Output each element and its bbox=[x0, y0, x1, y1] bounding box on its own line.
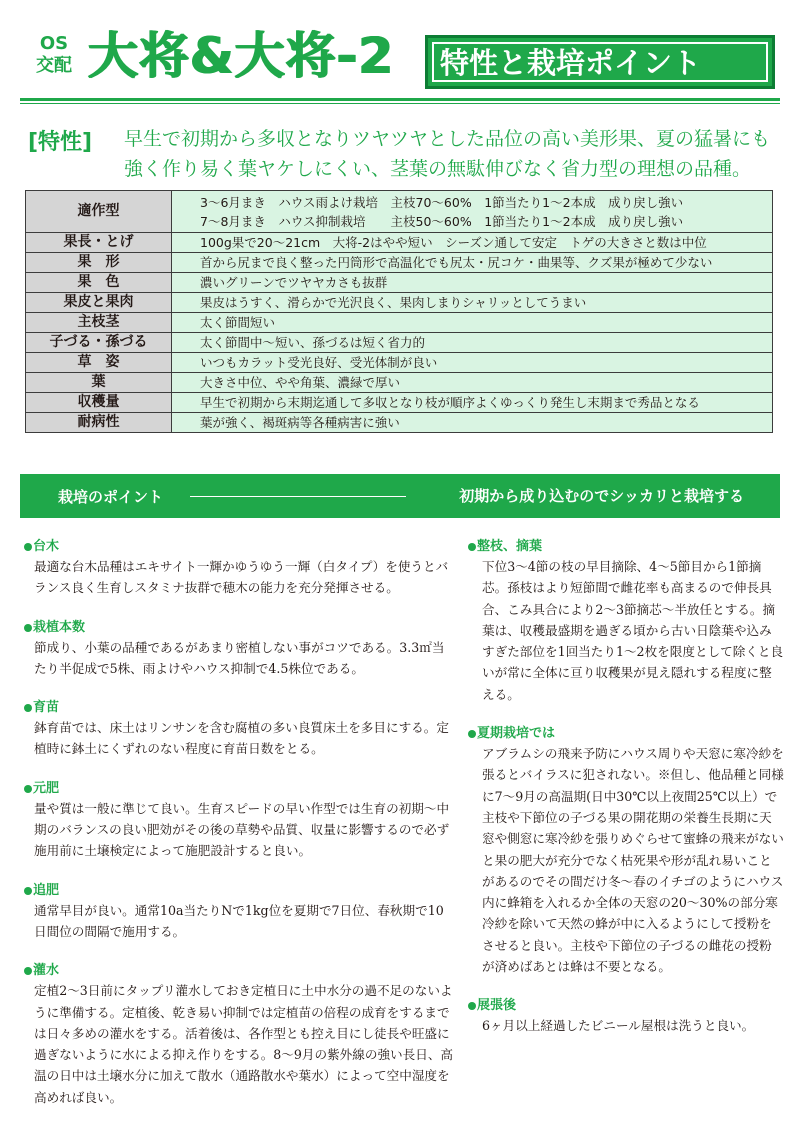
section-title: 灌水 bbox=[33, 963, 60, 979]
table-row bbox=[26, 413, 773, 433]
row-value: 葉が強く、褐斑病等各種病害に強い bbox=[172, 413, 773, 433]
table-row bbox=[26, 393, 773, 413]
characteristics-text: 早生で初期から多収となりツヤツヤとした品位の高い美形果、夏の猛暑にも強く作り易く葉ヤケしにくい、茎葉の無駄伸びなく省力型の理想の品種。 bbox=[124, 128, 771, 180]
section-summer-cultivation bbox=[468, 725, 784, 977]
banner-divider bbox=[190, 496, 406, 497]
section-title: 栽植本数 bbox=[33, 619, 86, 635]
section-after-covering bbox=[468, 997, 784, 1036]
bullet-icon bbox=[24, 967, 32, 975]
series-code: OS bbox=[39, 33, 69, 54]
row-label: 果 形 bbox=[26, 253, 172, 273]
spec-table bbox=[25, 190, 773, 433]
section-title: 台木 bbox=[33, 539, 60, 554]
row-value-line: 7〜8月まき ハウス抑制栽培 主枝50〜60% 1節当たり1〜2本成 成り戻し強い bbox=[200, 213, 684, 229]
row-value: 太く節間短い bbox=[172, 313, 773, 333]
section-title: 元肥 bbox=[33, 780, 60, 796]
table-row bbox=[26, 233, 773, 253]
left-column bbox=[24, 538, 454, 1128]
row-value: 早生で初期から末期迄通して多収となり枝が順序よくゆっくり発生し末期まで秀品となる bbox=[172, 393, 773, 413]
table-row bbox=[26, 313, 773, 333]
section-body: 鉢育苗では、床土はリンサンを含む腐植の多い良質床土を多目にする。定植時に鉢土にくずれのない程度に育苗日数をとる。 bbox=[34, 720, 449, 757]
row-label: 収穫量 bbox=[26, 393, 172, 413]
points-banner bbox=[20, 474, 780, 518]
header-rule bbox=[20, 98, 780, 101]
section-body: 下位3〜4節の枝の早目摘除、4〜5節目から1節摘芯。孫枝はより短節間で雌花率も高まるので伸長具合、こみ具合により2〜3節摘芯〜半放任とする。摘葉は、収穫最盛期を過ぎる頃から古い日陰葉や込みすぎた部位を1回当たり1〜2枚を限度として除くと良いが常に全体に亘り収穫果が見え隠れする程度に整える。 bbox=[482, 559, 784, 702]
row-value: 果皮はうすく、滑らかで光沢良く、果肉しまりシャリッとしてうまい bbox=[172, 293, 773, 313]
row-value: 首から尻まで良く整った円筒形で高温化でも尻太・尻コケ・曲果等、クズ果が極めて少ない bbox=[172, 253, 773, 273]
section-seedling bbox=[24, 699, 454, 760]
series-type: 交配 bbox=[36, 55, 72, 76]
row-value bbox=[172, 191, 773, 233]
bullet-icon bbox=[24, 785, 32, 793]
section-title: 追肥 bbox=[33, 882, 60, 898]
bullet-icon bbox=[24, 624, 32, 632]
row-label: 果 色 bbox=[26, 273, 172, 293]
row-value-line: 3〜6月まき ハウス雨よけ栽培 主枝70〜60% 1節当たり1〜2本成 成り戻し強い bbox=[200, 194, 684, 210]
header-rule-thin bbox=[20, 103, 780, 104]
section-body: 量や質は一般に準じて良い。生育スピードの早い作型では生育の初期〜中期のバランスの良い肥効がその後の草勢や品質、収量に影響するので必ず施用前に土壌検定によって施肥設計すると良い。 bbox=[34, 800, 450, 859]
row-label: 果長・とげ bbox=[26, 233, 172, 253]
bullet-icon bbox=[468, 1002, 476, 1010]
section-body: 通常早目が良い。通常10a当たりNで1kg位を夏期で7日位、春秋期で10日間位の間隔で施用する。 bbox=[34, 902, 444, 939]
row-value: 太く節間中〜短い、孫づるは短く省力的 bbox=[172, 333, 773, 353]
table-row bbox=[26, 253, 773, 273]
row-value: 濃いグリーンでツヤヤカさも抜群 bbox=[172, 273, 773, 293]
product-title: 大将&大将-2 bbox=[88, 27, 395, 85]
row-label: 適作型 bbox=[26, 191, 172, 233]
table-row bbox=[26, 273, 773, 293]
row-label: 葉 bbox=[26, 373, 172, 393]
row-value: いつもカラット受光良好、受光体制が良い bbox=[172, 353, 773, 373]
section-topdressing bbox=[24, 882, 454, 943]
series-badge bbox=[26, 33, 82, 77]
row-value: 100g果で20〜21cm 大将-2はやや短い シーズン通して安定 トゲの大きさと数は中位 bbox=[172, 233, 773, 253]
table-row bbox=[26, 353, 773, 373]
section-rootstock bbox=[24, 538, 454, 599]
bullet-icon bbox=[468, 543, 476, 551]
section-body: アブラムシの飛来予防にハウス周りや天窓に寒冷紗を張るとバイラスに犯されない。※但し、他品種と同様に7〜9月の高温期(日中30℃以上夜間25℃以上）で主枝や下節位の子づる果の開花期の栄養生長期に天窓や側窓に寒冷紗を張りめぐらせて蜜蜂の飛来がないと果の肥大が充分でなく枯死果や形が乱れ易いことがあるのでその間だけ冬〜春のイチゴのようにハウス内に蜂箱を入れるか全体の天窓の20〜30%の部分寒冷紗を除いて天然の蜂が中に入るようにして授粉をさせると良い。主枝や下節位の子づるの雌花の授粉が済めばあとは蜂は不要となる。 bbox=[482, 746, 784, 975]
subtitle-box bbox=[425, 35, 775, 89]
row-label: 果皮と果肉 bbox=[26, 293, 172, 313]
table-row bbox=[26, 191, 773, 233]
row-label: 草 姿 bbox=[26, 353, 172, 373]
bullet-icon bbox=[24, 704, 32, 712]
section-title: 展張後 bbox=[477, 998, 517, 1014]
table-row bbox=[26, 293, 773, 313]
row-value: 大きさ中位、やや角葉、濃緑で厚い bbox=[172, 373, 773, 393]
bullet-icon bbox=[468, 730, 476, 738]
bullet-icon bbox=[24, 887, 32, 895]
subtitle: 特性と栽培ポイント bbox=[432, 42, 768, 82]
section-irrigation bbox=[24, 962, 454, 1108]
section-planting bbox=[24, 619, 454, 680]
row-label: 子づる・孫づる bbox=[26, 333, 172, 353]
section-base-fertilizer bbox=[24, 780, 454, 862]
points-banner-title: 栽培のポイント bbox=[58, 488, 164, 506]
row-label: 主枝茎 bbox=[26, 313, 172, 333]
row-label: 耐病性 bbox=[26, 413, 172, 433]
section-pruning bbox=[468, 538, 784, 705]
section-body: 節成り、小葉の品種であるがあまり密植しない事がコツである。3.3㎡当たり半促成で5株、雨よけやハウス抑制で4.5株位である。 bbox=[34, 639, 445, 676]
characteristics-label: [特性] bbox=[28, 130, 93, 155]
section-title: 夏期栽培では bbox=[477, 726, 556, 742]
bullet-icon bbox=[24, 543, 32, 551]
table-row bbox=[26, 333, 773, 353]
section-body: 最適な台木品種はエキサイト一輝かゆうゆう一輝（白タイプ）を使うとバランス良く生育しスタミナ抜群で穂木の能力を充分発揮させる。 bbox=[34, 559, 449, 596]
section-body: 6ヶ月以上経過したビニール屋根は洗うと良い。 bbox=[482, 1018, 755, 1034]
section-title: 育苗 bbox=[33, 700, 60, 716]
table-row bbox=[26, 373, 773, 393]
right-column bbox=[468, 538, 784, 1057]
section-title: 整枝、摘葉 bbox=[477, 539, 543, 554]
points-banner-slogan: 初期から成り込むのでシッカリと栽培する bbox=[459, 487, 744, 505]
section-body: 定植2〜3日前にタップリ灌水しておき定植日に土中水分の過不足のないように準備する。定植後、乾き易い抑制では定植苗の倍程の成育をするまでは日々多めの灌水をする。活着後は、各作型とも控え目にし徒長や旺盛に過ぎないように水による抑え作りをする。8〜9月の紫外線の強い長日、高温の日中は土壌水分に加えて散水（通路散水や葉水）によって空中湿度を高めれば良い。 bbox=[34, 983, 454, 1105]
